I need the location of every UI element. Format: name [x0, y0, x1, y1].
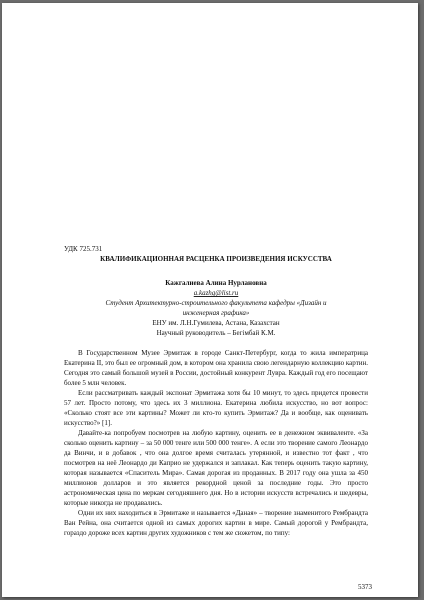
section-gap — [64, 338, 368, 348]
paragraph-4: Одни их них находиться в Эрмитаже и называется «Даная» – творение знаменитого Рембрандта Ван Рейна, она считается одной из самых дорогих картин в мире. Самый дорогой у Рембрандта, гораздо дороже всех картин других художников с тем же сюжетом, по типу: — [64, 509, 368, 537]
supervisor: Научный руководитель – Бегімбай К.М. — [156, 329, 276, 337]
author-affiliation: ЕНУ им. Л.Н.Гумилева, Астана, Казахстан — [152, 319, 280, 327]
page-number: 5373 — [358, 583, 372, 591]
paragraph-3: Давайте-ка попробуем посмотрев на любую картину, оценить ее в денежном эквиваленте. «За сколько оценить картину – за 50 000 тенге или 500 000 тенге». А если это творение самого Леонардо да Винчи, и в добавок , что она долгое время считалась утерянной, и известно тот факт , что посмотрев на неё Леонардо ди Каприо не удержался и заплакал. Как теперь оценить такую картину, которая называется «Спаситель Мира». Самая дорогая из проданных. В 2017 году она ушла за 450 миллионов долларов и это является рекордной ценой за последние годы. Это просто астрономическая цена по меркам сегодняшнего дня. Но в истории искусств встречались и шедевры, которые никогда не продавались. — [64, 429, 368, 507]
article-body — [64, 244, 368, 538]
author-email[interactable]: a.kazhg@list.ru — [193, 289, 239, 297]
paragraph-2: Если рассматривать каждый экспонат Эрмитажа хотя бы 10 минут, то здесь придется провести 57 лет. Просто потому, что здесь их 3 миллиона. Екатерина любила искусство, но вот вопрос: «Сколько стоят все эти картины? Может ли кто-то купить Эрмитаж? Да и вообще, как оценивать искусство?» [1]. — [64, 389, 368, 427]
article-title: КВАЛИФИКАЦИОННАЯ РАСЦЕНКА ПРОИЗВЕДЕНИЯ ИСКУССТВА — [100, 255, 332, 263]
document-page — [2, 3, 418, 597]
author-block — [64, 278, 368, 338]
author-name: Кажгалиева Алина Нурлановна — [165, 279, 267, 287]
paragraph-1: В Государственном Музее Эрмитаж в городе Санкт-Петербург, когда то жила императрица Екатерина II, это был ее огромный дом, в котором она хранила свою легендарную коллекцию картин. Сегодня это самый большой музей в России, достойный конкурент Лувра. Каждый год его посещают более 5 млн человек. — [64, 349, 368, 387]
udk-code: УДК 725.731 — [64, 245, 103, 253]
author-role: Студент Архитектурно-строительного факультета кафедры «Дизайн и инженерная графика» — [105, 299, 327, 317]
